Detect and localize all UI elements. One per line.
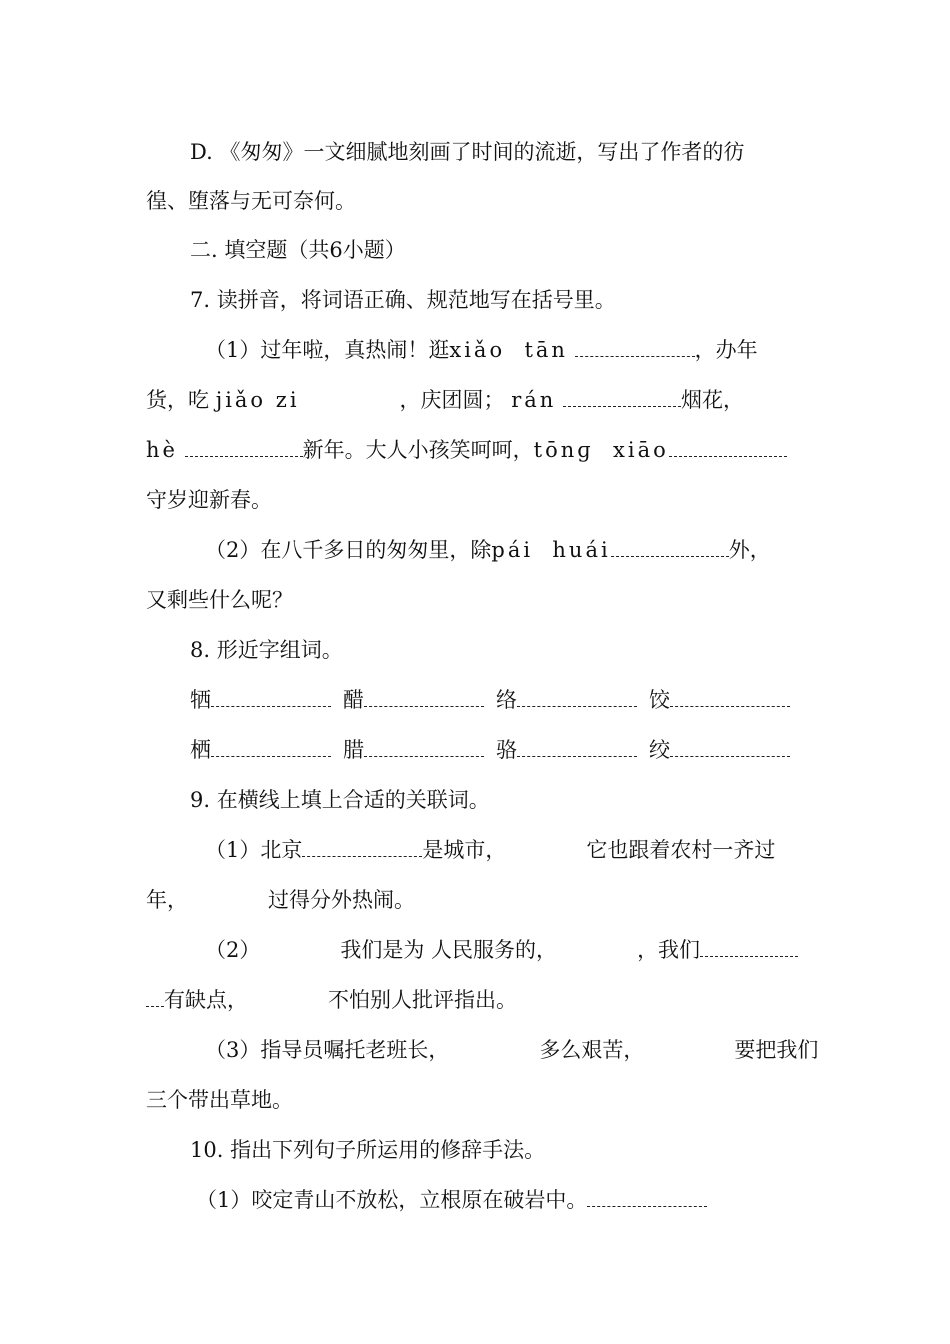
q7-text: ，庆团圆； — [399, 388, 505, 412]
q9-s1-line1 — [205, 837, 775, 863]
q8-blank[interactable] — [211, 692, 331, 707]
q9-text: 要把我们 — [734, 1038, 819, 1062]
q8-blank[interactable] — [670, 742, 790, 757]
q8-blank[interactable] — [517, 742, 637, 757]
q9-text: 年， — [146, 888, 188, 912]
q7-pinyin: jiǎo zi — [215, 388, 300, 412]
q9-s3-line2: 三个带出草地。 — [146, 1088, 293, 1112]
q9-s1-line2 — [146, 887, 415, 913]
q7-stem: 7. 读拼音，将词语正确、规范地写在括号里。 — [190, 288, 616, 312]
q8-blank[interactable] — [670, 692, 790, 707]
q10-stem: 10. 指出下列句子所运用的修辞手法。 — [190, 1138, 546, 1162]
q9-blank[interactable] — [302, 842, 422, 857]
q9-s2-line1 — [205, 937, 798, 963]
q9-text: 多么艰苦， — [539, 1038, 645, 1062]
q8-char: 绞 — [649, 738, 670, 762]
q9-text: 它也跟着农村一齐过 — [586, 838, 776, 862]
q9-blank[interactable] — [700, 942, 798, 957]
q9-blank-cont[interactable] — [146, 992, 164, 1007]
q7-text: （1）过年啦，真热闹！逛 — [205, 338, 450, 362]
q7-p1-line3 — [146, 437, 787, 463]
q8-row-1 — [190, 687, 790, 713]
q7-blank-5[interactable] — [669, 442, 787, 457]
q9-text: 过得分外热闹。 — [268, 888, 415, 912]
q9-stem: 9. 在横线上填上合适的关联词。 — [190, 788, 490, 812]
q7-blank-4[interactable] — [185, 442, 303, 457]
q7-p2-line2: 又剩些什么呢？ — [146, 588, 293, 612]
q8-char: 腊 — [343, 738, 364, 762]
q7-blank-6[interactable] — [611, 542, 729, 557]
q8-blank[interactable] — [211, 742, 331, 757]
q7-text: 货，吃 — [146, 388, 209, 412]
q10-text: （1）咬定青山不放松，立根原在破岩中。 — [196, 1188, 588, 1212]
q10-s1 — [196, 1187, 707, 1213]
q9-text: 有缺点， — [164, 988, 248, 1012]
q8-row-2 — [190, 737, 790, 763]
q7-p1-line4: 守岁迎新春。 — [146, 488, 272, 512]
q7-pinyin: tōnɡ xiāo — [533, 438, 669, 462]
q8-blank[interactable] — [364, 692, 484, 707]
q9-text: （2） — [205, 938, 261, 962]
q8-char: 牺 — [190, 688, 211, 712]
q9-text: ，我们 — [637, 938, 701, 962]
q8-char: 骆 — [496, 738, 517, 762]
q9-text: 我们是为 人民服务的， — [340, 938, 558, 962]
q8-char: 络 — [496, 688, 517, 712]
q7-pinyin: xiǎo tān — [449, 338, 568, 362]
q7-p1-line2 — [146, 387, 744, 413]
q8-blank[interactable] — [517, 692, 637, 707]
q6-option-d-line2 — [146, 188, 356, 214]
q7-text: 新年。大人小孩笑呵呵， — [302, 438, 534, 462]
q6-option-d-text: D. 《匆匆》一文细腻地刻画了时间的流逝，写出了作者的彷 — [190, 140, 745, 164]
q7-p1-line1 — [205, 337, 758, 363]
q8-char: 饺 — [649, 688, 670, 712]
q7-blank-1[interactable] — [575, 342, 695, 357]
q9-text: 不怕别人批评指出。 — [328, 988, 517, 1012]
q9-text: 是城市， — [422, 838, 507, 862]
q10-blank[interactable] — [587, 1192, 707, 1207]
q8-char: 栖 — [190, 738, 211, 762]
q7-pinyin: hè — [146, 438, 178, 462]
q8-blank[interactable] — [364, 742, 484, 757]
q7-pinyin: rán — [511, 388, 557, 412]
q7-pinyin: pái huái — [491, 538, 611, 562]
q8-stem: 8. 形近字组词。 — [190, 638, 343, 662]
q7-p2-line1 — [205, 537, 771, 563]
q9-s3-line1 — [205, 1037, 818, 1063]
q9-s2-line2 — [146, 987, 517, 1013]
q6-option-d-line1 — [190, 139, 744, 165]
q7-text: 外， — [728, 538, 771, 562]
q7-text: 烟花， — [681, 388, 745, 412]
q9-text: （3）指导员嘱托老班长， — [205, 1038, 450, 1062]
q9-text: （1）北京 — [205, 838, 303, 862]
q7-blank-3[interactable] — [563, 392, 681, 407]
section-heading: 二. 填空题（共6小题） — [190, 238, 406, 262]
q7-text: （2）在八千多日的匆匆里，除 — [205, 538, 492, 562]
q6-option-d-text-cont: 徨、堕落与无可奈何。 — [146, 189, 356, 213]
q7-text: ，办年 — [694, 338, 758, 362]
q8-char: 醋 — [343, 688, 364, 712]
